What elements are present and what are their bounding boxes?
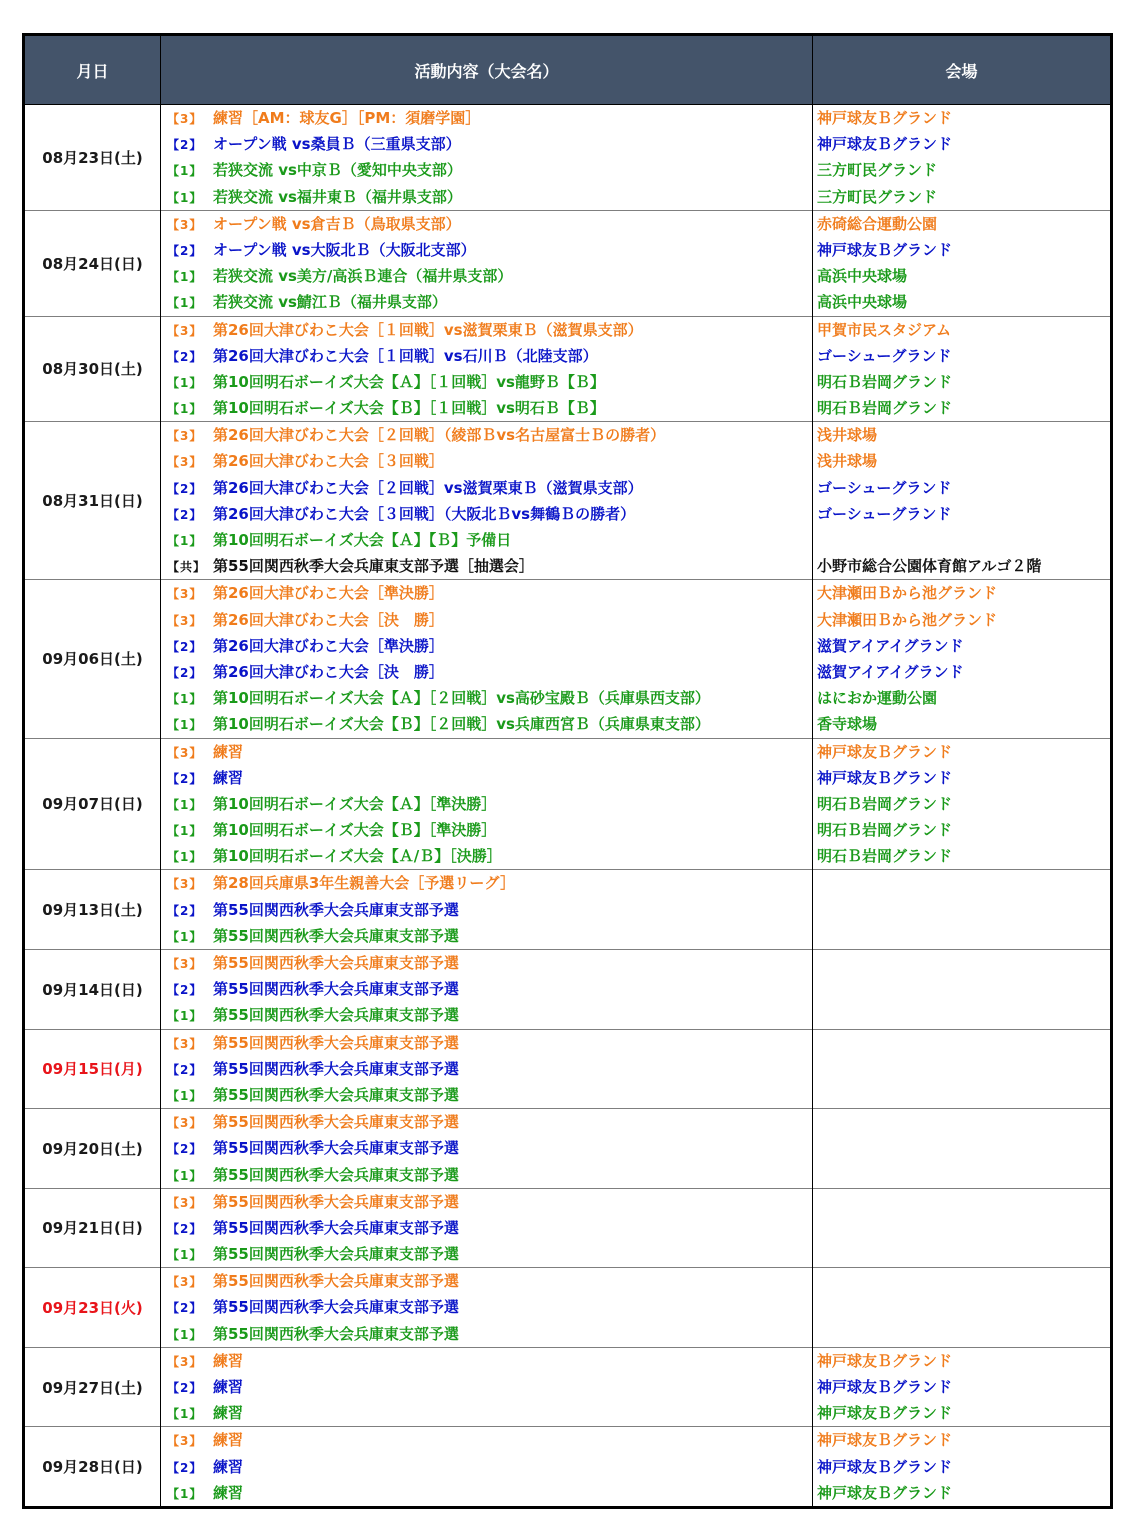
team-tag: 【1】 bbox=[167, 1009, 203, 1024]
venue-text bbox=[813, 1056, 1110, 1082]
activity-text: 第55回関西秋季大会兵庫東支部予選 bbox=[213, 1165, 459, 1184]
activity-text: 第26回大津びわこ大会［決 勝］ bbox=[213, 610, 444, 629]
schedule-row bbox=[24, 950, 1112, 1030]
venue-text: 明石Ｂ岩岡グランド bbox=[817, 821, 953, 840]
activity-text: 第10回明石ボーイズ大会【Ａ】［１回戦］vs龍野Ｂ【Ｂ】 bbox=[213, 372, 605, 391]
activity-text: 練習 bbox=[213, 1431, 244, 1450]
team-tag: 【1】 bbox=[167, 718, 203, 733]
schedule-row bbox=[24, 870, 1112, 950]
team-tag: 【2】 bbox=[167, 481, 203, 496]
team-tag: 【1】 bbox=[167, 797, 203, 812]
activity-line bbox=[161, 1109, 812, 1135]
activity-text: 第55回関西秋季大会兵庫東支部予選 bbox=[213, 1006, 459, 1025]
venue-text: 大津瀬田Ｂから池グランド bbox=[817, 584, 998, 603]
activity-text: 第55回関西秋季大会兵庫東支部予選 bbox=[213, 954, 459, 972]
venue-text: 小野市総合公園体育館アルゴ２階 bbox=[817, 557, 1042, 576]
activity-cell bbox=[161, 1347, 813, 1427]
team-tag: 【3】 bbox=[167, 745, 203, 760]
activity-line bbox=[161, 105, 812, 131]
team-tag: 【2】 bbox=[167, 1062, 203, 1077]
header-venue: 会場 bbox=[813, 35, 1112, 105]
activity-line bbox=[161, 553, 812, 579]
header-row bbox=[24, 35, 1112, 105]
team-tag: 【3】 bbox=[167, 1195, 203, 1210]
venue-text bbox=[813, 1109, 1110, 1135]
team-tag: 【3】 bbox=[167, 1434, 203, 1449]
activity-line bbox=[161, 422, 812, 448]
activity-cell bbox=[161, 210, 813, 316]
activity-line bbox=[161, 897, 812, 923]
venue-text: 高浜中央球場 bbox=[817, 267, 908, 286]
activity-line bbox=[161, 527, 812, 553]
activity-text: 第55回関西秋季大会兵庫東支部予選 bbox=[213, 1324, 459, 1343]
team-tag: 【3】 bbox=[167, 877, 203, 892]
activity-text: 第55回関西秋季大会兵庫東支部予選 bbox=[213, 1272, 459, 1291]
activity-text: 第55回関西秋季大会兵庫東支部予選 bbox=[213, 1139, 459, 1158]
venue-text: 大津瀬田Ｂから池グランド bbox=[817, 610, 998, 629]
date-cell: 09月23日(火) bbox=[24, 1268, 161, 1348]
team-tag: 【2】 bbox=[167, 903, 203, 918]
team-tag: 【2】 bbox=[167, 1142, 203, 1157]
schedule-row bbox=[24, 738, 1112, 870]
activity-line bbox=[161, 923, 812, 949]
schedule-row bbox=[24, 1347, 1112, 1427]
activity-text: 練習 bbox=[213, 1483, 244, 1502]
venue-text: 神戸球友Ｂグランド bbox=[817, 1483, 953, 1502]
activity-line bbox=[161, 131, 812, 157]
activity-line bbox=[161, 1241, 812, 1267]
venue-cell bbox=[813, 950, 1112, 1030]
team-tag: 【3】 bbox=[167, 613, 203, 628]
team-tag: 【3】 bbox=[167, 1116, 203, 1131]
team-tag: 【3】 bbox=[167, 1354, 203, 1369]
venue-text: ゴーシューグランド bbox=[817, 504, 952, 523]
team-tag: 【3】 bbox=[167, 1275, 203, 1290]
activity-text: 第55回関西秋季大会兵庫東支部予選 bbox=[213, 1085, 459, 1104]
activity-line bbox=[161, 448, 812, 474]
venue-text: 明石Ｂ岩岡グランド bbox=[817, 372, 953, 391]
team-tag: 【2】 bbox=[167, 243, 203, 258]
activity-text: 第55回関西秋季大会兵庫東支部予選 bbox=[213, 980, 459, 999]
venue-cell bbox=[813, 422, 1112, 580]
activity-line bbox=[161, 317, 812, 343]
activity-line bbox=[161, 739, 812, 765]
activity-cell bbox=[161, 950, 813, 1030]
venue-text: 滋賀アイアイグランド bbox=[817, 662, 964, 681]
activity-text: 第10回明石ボーイズ大会【Ａ】【Ｂ】予備日 bbox=[213, 531, 512, 549]
activity-line bbox=[161, 580, 812, 606]
activity-text: 第55回関西秋季大会兵庫東支部予選 bbox=[213, 926, 459, 945]
activity-text: 若狭交流 vs美方/高浜Ｂ連合（福井県支部） bbox=[213, 267, 513, 286]
activity-line bbox=[161, 1189, 812, 1215]
venue-text: 高浜中央球場 bbox=[817, 293, 908, 312]
activity-text: 練習 bbox=[213, 1457, 244, 1476]
activity-cell bbox=[161, 580, 813, 738]
venue-cell bbox=[813, 210, 1112, 316]
venue-text: 滋賀アイアイグランド bbox=[817, 636, 964, 655]
activity-text: 第55回関西秋季大会兵庫東支部予選 bbox=[213, 1033, 459, 1052]
venue-text: 神戸球友Ｂグランド bbox=[817, 1431, 953, 1450]
date-cell: 08月31日(日) bbox=[24, 422, 161, 580]
activity-line bbox=[161, 157, 812, 183]
activity-line bbox=[161, 395, 812, 421]
team-tag: 【1】 bbox=[167, 534, 203, 548]
team-tag: 【2】 bbox=[167, 639, 203, 654]
venue-text: 浅井球場 bbox=[817, 426, 878, 445]
activity-line bbox=[161, 501, 812, 527]
activity-text: 第26回大津びわこ大会［２回戦］（綾部Ｂvs名古屋富士Ｂの勝者） bbox=[213, 426, 666, 445]
activity-text: オープン戦 vs大阪北Ｂ（大阪北支部） bbox=[213, 240, 476, 259]
activity-text: 第26回大津びわこ大会［３回戦］（大阪北Ｂvs舞鶴Ｂの勝者） bbox=[213, 504, 636, 523]
activity-cell bbox=[161, 422, 813, 580]
activity-text: 第55回関西秋季大会兵庫東支部予選［抽選会］ bbox=[213, 557, 534, 576]
activity-cell bbox=[161, 870, 813, 950]
activity-text: 若狭交流 vs中京Ｂ（愛知中央支部） bbox=[213, 161, 462, 180]
team-tag: 【1】 bbox=[167, 1248, 203, 1263]
date-cell: 09月28日(日) bbox=[24, 1427, 161, 1508]
activity-line bbox=[161, 1294, 812, 1320]
activity-cell bbox=[161, 738, 813, 870]
activity-text: 練習 bbox=[213, 768, 244, 787]
team-tag: 【1】 bbox=[167, 850, 203, 865]
venue-text: 神戸球友Ｂグランド bbox=[817, 1378, 953, 1396]
activity-line bbox=[161, 607, 812, 633]
team-tag: 【2】 bbox=[167, 771, 203, 786]
team-tag: 【3】 bbox=[167, 112, 203, 126]
team-tag: 【3】 bbox=[167, 455, 203, 470]
venue-text bbox=[813, 1002, 1110, 1028]
team-tag: 【1】 bbox=[167, 1407, 203, 1422]
activity-line bbox=[161, 263, 812, 289]
team-tag: 【2】 bbox=[167, 1460, 203, 1475]
team-tag: 【1】 bbox=[167, 824, 203, 839]
team-tag: 【共】 bbox=[167, 560, 207, 575]
venue-text: 三方町民グランド bbox=[817, 187, 938, 206]
team-tag: 【3】 bbox=[167, 957, 203, 971]
venue-text: 神戸球友Ｂグランド bbox=[817, 742, 953, 761]
venue-cell bbox=[813, 316, 1112, 422]
team-tag: 【2】 bbox=[167, 349, 203, 364]
schedule-row bbox=[24, 316, 1112, 422]
venue-text: 明石Ｂ岩岡グランド bbox=[817, 847, 953, 866]
team-tag: 【3】 bbox=[167, 217, 203, 232]
venue-cell bbox=[813, 105, 1112, 211]
activity-line bbox=[161, 659, 812, 685]
schedule-row bbox=[24, 1029, 1112, 1109]
header-activity: 活動内容（大会名） bbox=[161, 35, 813, 105]
venue-cell bbox=[813, 1188, 1112, 1268]
activity-line bbox=[161, 1374, 812, 1400]
activity-text: 若狭交流 vs福井東Ｂ（福井県支部） bbox=[213, 187, 462, 206]
activity-line bbox=[161, 817, 812, 843]
venue-text bbox=[813, 1135, 1110, 1161]
activity-line bbox=[161, 1348, 812, 1374]
venue-text bbox=[813, 1082, 1110, 1108]
activity-line bbox=[161, 843, 812, 869]
venue-text bbox=[813, 897, 1110, 923]
venue-text bbox=[813, 950, 1110, 976]
team-tag: 【1】 bbox=[167, 929, 203, 944]
team-tag: 【2】 bbox=[167, 138, 203, 153]
activity-cell bbox=[161, 1188, 813, 1268]
activity-text: 練習 bbox=[213, 1378, 244, 1396]
venue-text bbox=[813, 527, 1110, 553]
date-cell: 09月06日(土) bbox=[24, 580, 161, 738]
activity-line bbox=[161, 1030, 812, 1056]
venue-text: 香寺球場 bbox=[817, 715, 878, 734]
venue-cell bbox=[813, 1109, 1112, 1189]
team-tag: 【2】 bbox=[167, 1221, 203, 1236]
team-tag: 【2】 bbox=[167, 665, 203, 680]
team-tag: 【1】 bbox=[167, 1486, 203, 1501]
activity-text: 練習 bbox=[213, 742, 244, 761]
venue-text: 明石Ｂ岩岡グランド bbox=[817, 399, 953, 418]
header-date: 月日 bbox=[24, 35, 161, 105]
activity-line bbox=[161, 1400, 812, 1426]
activity-line bbox=[161, 1002, 812, 1028]
date-cell: 09月15日(月) bbox=[24, 1029, 161, 1109]
venue-text: 神戸球友Ｂグランド bbox=[817, 109, 953, 127]
venue-text: 神戸球友Ｂグランド bbox=[817, 240, 953, 259]
venue-cell bbox=[813, 1268, 1112, 1348]
venue-cell bbox=[813, 1347, 1112, 1427]
activity-line bbox=[161, 343, 812, 369]
activity-line bbox=[161, 1082, 812, 1108]
venue-text bbox=[813, 1189, 1110, 1215]
activity-text: 第10回明石ボーイズ大会【Ａ/Ｂ】［決勝］ bbox=[213, 847, 502, 866]
team-tag: 【1】 bbox=[167, 692, 203, 707]
activity-cell bbox=[161, 316, 813, 422]
activity-text: 第55回関西秋季大会兵庫東支部予選 bbox=[213, 1245, 459, 1264]
date-cell: 09月07日(日) bbox=[24, 738, 161, 870]
activity-line bbox=[161, 289, 812, 315]
venue-text: ゴーシューグランド bbox=[817, 478, 952, 497]
venue-text: 三方町民グランド bbox=[817, 161, 938, 180]
activity-line bbox=[161, 1215, 812, 1241]
team-tag: 【1】 bbox=[167, 190, 203, 205]
activity-text: 第26回大津びわこ大会［準決勝］ bbox=[213, 636, 444, 655]
activity-cell bbox=[161, 1268, 813, 1348]
venue-text: 神戸球友Ｂグランド bbox=[817, 768, 953, 787]
activity-line bbox=[161, 475, 812, 501]
venue-text: ゴーシューグランド bbox=[817, 346, 952, 365]
activity-line bbox=[161, 870, 812, 896]
venue-text bbox=[813, 1268, 1110, 1294]
team-tag: 【1】 bbox=[167, 1327, 203, 1342]
activity-line bbox=[161, 791, 812, 817]
team-tag: 【1】 bbox=[167, 270, 203, 285]
team-tag: 【3】 bbox=[167, 429, 203, 444]
venue-text bbox=[813, 1294, 1110, 1320]
venue-cell bbox=[813, 870, 1112, 950]
team-tag: 【1】 bbox=[167, 1088, 203, 1103]
team-tag: 【1】 bbox=[167, 164, 203, 179]
venue-cell bbox=[813, 1427, 1112, 1508]
team-tag: 【3】 bbox=[167, 587, 203, 602]
venue-text: 赤碕総合運動公園 bbox=[817, 214, 938, 233]
venue-text bbox=[813, 976, 1110, 1002]
activity-text: 第10回明石ボーイズ大会【Ｂ】［準決勝］ bbox=[213, 821, 497, 840]
activity-line bbox=[161, 184, 812, 210]
schedule-body bbox=[24, 105, 1112, 1508]
team-tag: 【3】 bbox=[167, 1036, 203, 1051]
schedule-row bbox=[24, 105, 1112, 211]
activity-cell bbox=[161, 105, 813, 211]
venue-text bbox=[813, 1162, 1110, 1188]
schedule-row bbox=[24, 580, 1112, 738]
date-cell: 09月20日(土) bbox=[24, 1109, 161, 1189]
venue-text bbox=[813, 1030, 1110, 1056]
activity-line bbox=[161, 950, 812, 976]
date-cell: 08月24日(日) bbox=[24, 210, 161, 316]
date-cell: 09月13日(土) bbox=[24, 870, 161, 950]
activity-text: 第26回大津びわこ大会［決 勝］ bbox=[213, 662, 444, 681]
activity-text: 第26回大津びわこ大会［準決勝］ bbox=[213, 584, 444, 603]
activity-line bbox=[161, 685, 812, 711]
venue-text bbox=[813, 870, 1110, 896]
venue-text bbox=[813, 1215, 1110, 1241]
venue-text bbox=[813, 923, 1110, 949]
activity-line bbox=[161, 765, 812, 791]
activity-line bbox=[161, 211, 812, 237]
schedule-row bbox=[24, 210, 1112, 316]
activity-cell bbox=[161, 1109, 813, 1189]
venue-text: 神戸球友Ｂグランド bbox=[817, 135, 953, 154]
venue-text: はにおか運動公園 bbox=[817, 689, 938, 708]
team-tag: 【1】 bbox=[167, 1168, 203, 1183]
activity-text: 第10回明石ボーイズ大会【Ｂ】［１回戦］vs明石Ｂ【Ｂ】 bbox=[213, 399, 605, 418]
date-cell: 09月14日(日) bbox=[24, 950, 161, 1030]
activity-text: 第26回大津びわこ大会［３回戦］ bbox=[213, 452, 444, 471]
team-tag: 【1】 bbox=[167, 402, 203, 417]
activity-text: オープン戦 vs桑員Ｂ（三重県支部） bbox=[213, 135, 461, 154]
venue-text bbox=[813, 1241, 1110, 1267]
team-tag: 【3】 bbox=[167, 323, 203, 338]
activity-line bbox=[161, 1321, 812, 1347]
activity-text: 若狭交流 vs鯖江Ｂ（福井県支部） bbox=[213, 293, 447, 312]
venue-text bbox=[813, 1321, 1110, 1347]
venue-text: 神戸球友Ｂグランド bbox=[817, 1457, 953, 1476]
activity-line bbox=[161, 1454, 812, 1480]
schedule-row bbox=[24, 1427, 1112, 1508]
venue-text: 神戸球友Ｂグランド bbox=[817, 1404, 953, 1423]
venue-text: 神戸球友Ｂグランド bbox=[817, 1351, 953, 1370]
activity-line bbox=[161, 369, 812, 395]
team-tag: 【2】 bbox=[167, 1381, 203, 1395]
schedule-table bbox=[22, 33, 1113, 1509]
activity-line bbox=[161, 976, 812, 1002]
activity-text: 練習 bbox=[213, 1351, 244, 1370]
schedule-row bbox=[24, 1109, 1112, 1189]
venue-text: 浅井球場 bbox=[817, 452, 878, 471]
team-tag: 【2】 bbox=[167, 507, 203, 522]
schedule-row bbox=[24, 1268, 1112, 1348]
date-cell: 09月27日(土) bbox=[24, 1347, 161, 1427]
activity-text: 第26回大津びわこ大会［２回戦］vs滋賀栗東Ｂ（滋賀県支部） bbox=[213, 478, 643, 497]
activity-line bbox=[161, 1268, 812, 1294]
date-cell: 09月21日(日) bbox=[24, 1188, 161, 1268]
activity-text: 第10回明石ボーイズ大会【Ａ】［準決勝］ bbox=[213, 794, 497, 813]
activity-line bbox=[161, 1162, 812, 1188]
activity-text: 第55回関西秋季大会兵庫東支部予選 bbox=[213, 1298, 459, 1317]
activity-line bbox=[161, 1427, 812, 1453]
activity-text: 第10回明石ボーイズ大会【Ａ】［２回戦］vs高砂宝殿Ｂ（兵庫県西支部） bbox=[213, 689, 710, 708]
activity-cell bbox=[161, 1427, 813, 1508]
activity-line bbox=[161, 237, 812, 263]
schedule-row bbox=[24, 1188, 1112, 1268]
venue-cell bbox=[813, 580, 1112, 738]
activity-text: 第55回関西秋季大会兵庫東支部予選 bbox=[213, 900, 459, 919]
activity-line bbox=[161, 1480, 812, 1506]
activity-text: 第26回大津びわこ大会［１回戦］vs石川Ｂ（北陸支部） bbox=[213, 346, 598, 365]
venue-cell bbox=[813, 1029, 1112, 1109]
date-cell: 08月30日(土) bbox=[24, 316, 161, 422]
activity-text: 第55回関西秋季大会兵庫東支部予選 bbox=[213, 1113, 459, 1132]
team-tag: 【1】 bbox=[167, 296, 203, 311]
schedule-row bbox=[24, 422, 1112, 580]
team-tag: 【2】 bbox=[167, 1301, 203, 1316]
activity-text: 練習［AM：球友G］［PM：須磨学園］ bbox=[213, 109, 481, 127]
date-cell: 08月23日(土) bbox=[24, 105, 161, 211]
activity-text: 第10回明石ボーイズ大会【Ｂ】［２回戦］vs兵庫西宮Ｂ（兵庫県東支部） bbox=[213, 715, 710, 734]
team-tag: 【1】 bbox=[167, 375, 203, 390]
activity-text: 練習 bbox=[213, 1404, 244, 1423]
activity-text: 第55回関西秋季大会兵庫東支部予選 bbox=[213, 1192, 459, 1211]
activity-cell bbox=[161, 1029, 813, 1109]
team-tag: 【2】 bbox=[167, 983, 203, 998]
activity-text: 第55回関西秋季大会兵庫東支部予選 bbox=[213, 1218, 459, 1237]
venue-cell bbox=[813, 738, 1112, 870]
activity-line bbox=[161, 1135, 812, 1161]
venue-text: 甲賀市民スタジアム bbox=[817, 320, 951, 339]
activity-text: オープン戦 vs倉吉Ｂ（鳥取県支部） bbox=[213, 214, 461, 233]
activity-line bbox=[161, 633, 812, 659]
activity-text: 第55回関西秋季大会兵庫東支部予選 bbox=[213, 1059, 459, 1078]
activity-text: 第26回大津びわこ大会［１回戦］vs滋賀栗東Ｂ（滋賀県支部） bbox=[213, 320, 643, 339]
activity-line bbox=[161, 711, 812, 737]
activity-line bbox=[161, 1056, 812, 1082]
activity-text: 第28回兵庫県3年生親善大会［予選リーグ］ bbox=[213, 874, 516, 893]
venue-text: 明石Ｂ岩岡グランド bbox=[817, 794, 953, 813]
